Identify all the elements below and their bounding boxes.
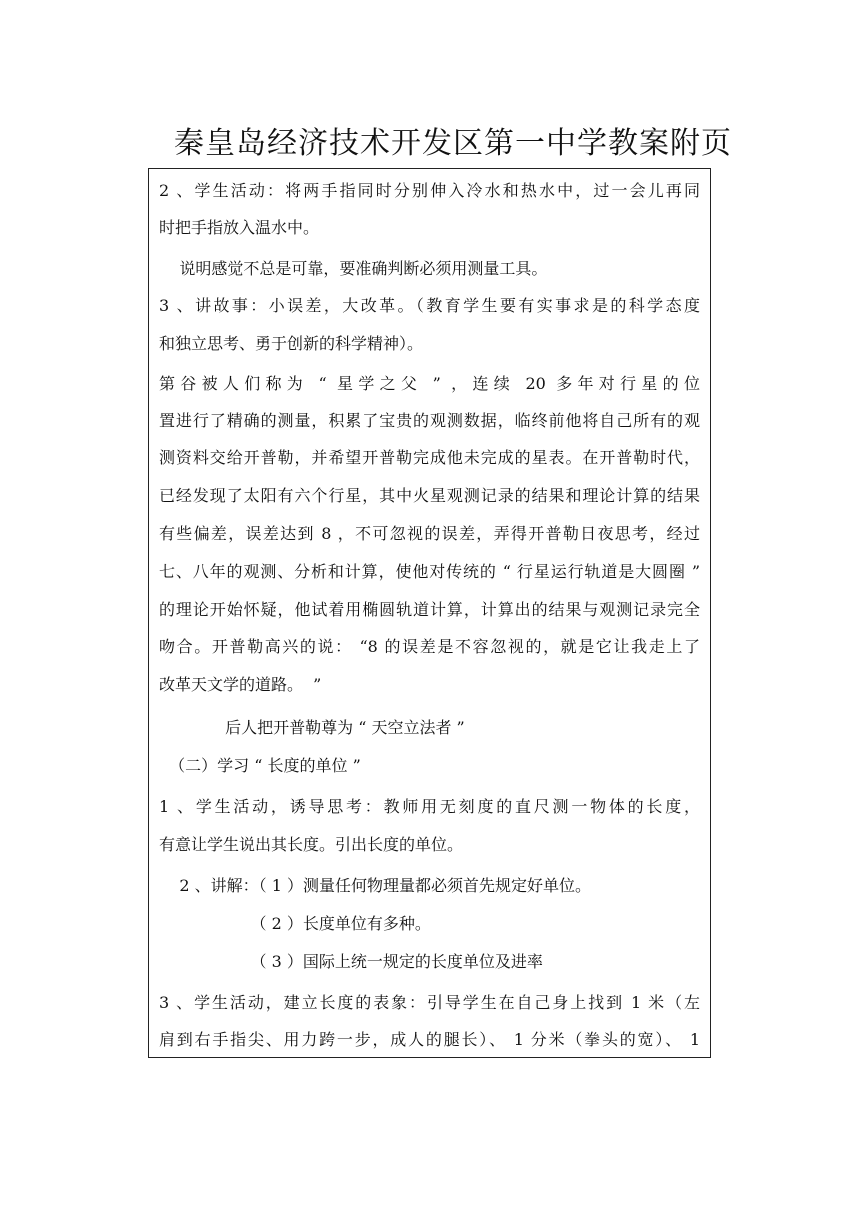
text-line: 2 、学生活动：将两手指同时分别伸入冷水和热水中，过一会儿再同 bbox=[159, 181, 700, 200]
text-line: 后人把开普勒尊为 “ 天空立法者 ” bbox=[159, 718, 465, 737]
text-line: 的理论开始怀疑，他试着用椭圆轨道计算，计算出的结果与观测记录完全 bbox=[159, 600, 700, 619]
text-line: 第谷被人们称为 “ 星学之父 ” ，连续 20 多年对行星的位 bbox=[159, 374, 700, 393]
text-line: 说明感觉不总是可靠，要准确判断必须用测量工具。 bbox=[159, 259, 548, 278]
text-line: 3 、讲故事：小误差，大改革。（教育学生要有实事求是的科学态度 bbox=[159, 296, 700, 315]
text-line: 七、八年的观测、分析和计算，使他对传统的 “ 行星运行轨道是大圆圈 ” bbox=[159, 562, 700, 581]
text-line: 3 、学生活动，建立长度的表象：引导学生在自己身上找到 1 米（左 bbox=[159, 993, 700, 1012]
text-line: 有意让学生说出其长度。引出长度的单位。 bbox=[159, 835, 464, 854]
text-line: 置进行了精确的测量，积累了宝贵的观测数据，临终前他将自己所有的观 bbox=[159, 411, 700, 430]
text-line: （ 3 ）国际上统一规定的长度单位及进率 bbox=[159, 952, 543, 971]
page-title: 秦皇岛经济技术开发区第一中学教案附页 bbox=[174, 126, 732, 161]
content-box bbox=[148, 168, 711, 1058]
text-line: 改革天文学的道路。 ” bbox=[159, 675, 322, 694]
text-line: 测资料交给开普勒，并希望开普勒完成他未完成的星表。在开普勒时代， bbox=[159, 448, 700, 467]
text-line: 有些偏差，误差达到 8 ，不可忽视的误差，弄得开普勒日夜思考，经过 bbox=[159, 524, 700, 543]
text-line: 肩到右手指尖、用力跨一步，成人的腿长）、 1 分米（拳头的宽）、 1 bbox=[159, 1030, 700, 1049]
text-line: 吻合。开普勒高兴的说： “8 的误差是不容忽视的，就是它让我走上了 bbox=[159, 637, 700, 656]
text-line: 时把手指放入温水中。 bbox=[159, 218, 320, 237]
text-line: （ 2 ）长度单位有多种。 bbox=[159, 914, 431, 933]
text-line: 2 、讲解：（ 1 ）测量任何物理量都必须首先规定好单位。 bbox=[159, 876, 591, 895]
section-heading: （二）学习 “ 长度的单位 ” bbox=[159, 756, 361, 775]
text-line: 和独立思考、勇于创新的科学精神）。 bbox=[159, 334, 424, 353]
text-line: 1 、学生活动，诱导思考：教师用无刻度的直尺测一物体的长度， bbox=[159, 797, 700, 816]
text-line: 已经发现了太阳有六个行星，其中火星观测记录的结果和理论计算的结果 bbox=[159, 486, 700, 505]
